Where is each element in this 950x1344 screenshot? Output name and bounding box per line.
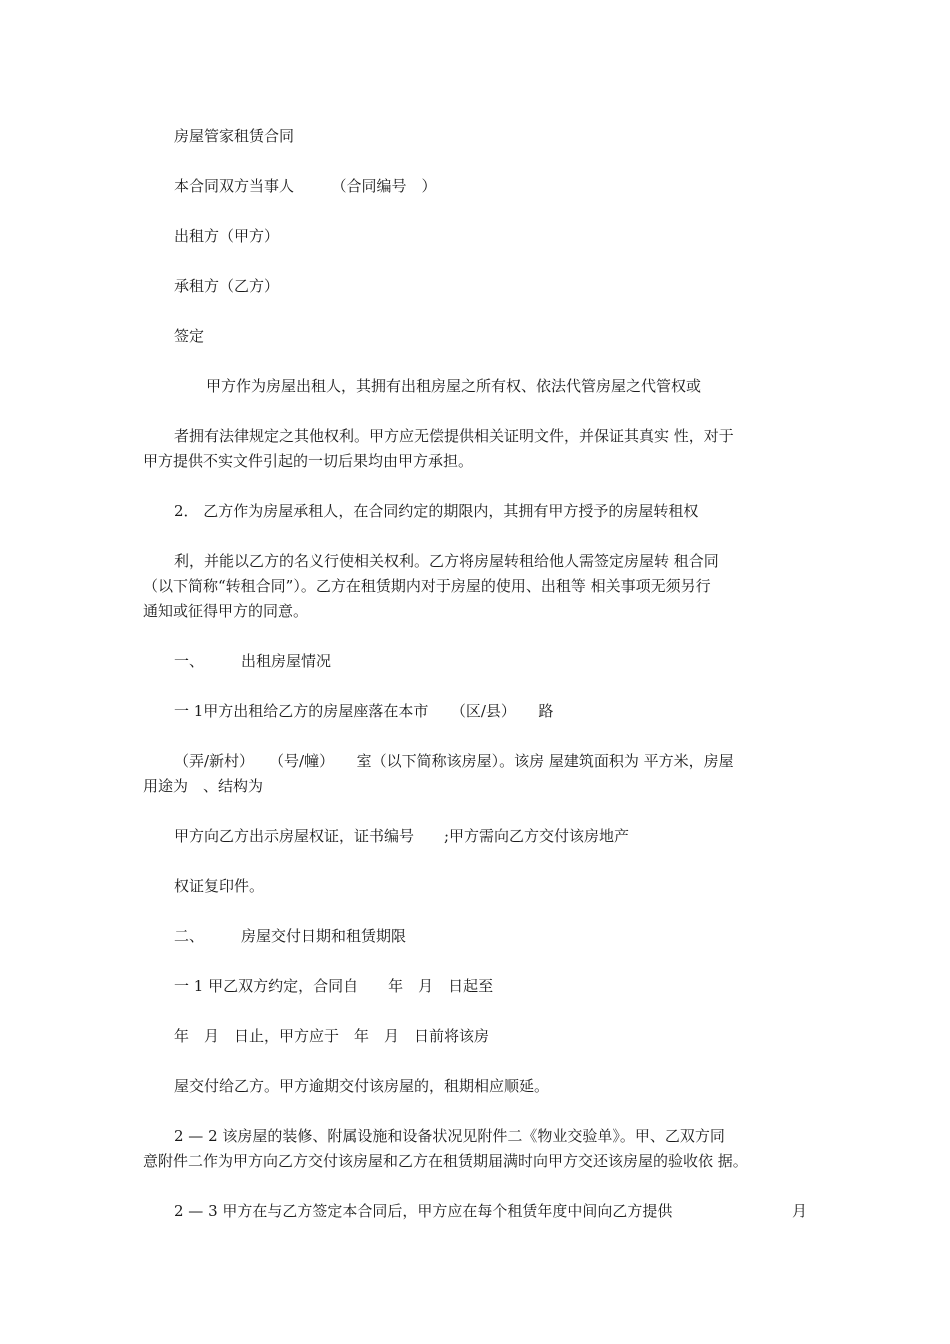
- clause-2-first-line: 2． 乙方作为房屋承租人，在合同约定的期限内，其拥有甲方授予的房屋转租权: [174, 502, 699, 520]
- section-2-line-3: 屋交付给乙方。甲方逾期交付该房屋的，租期相应顺延。: [174, 1077, 550, 1095]
- section-1-number: 一、: [174, 652, 205, 670]
- signed-line: 签定: [174, 327, 205, 345]
- lessor-line: 出租方（甲方）: [174, 227, 280, 245]
- clause-1-line-3: 甲方提供不实文件引起的一切后果均由甲方承担。: [143, 452, 474, 470]
- clause-2-line-3: （以下简称“转租合同”）。乙方在租赁期内对于房屋的使用、出租等 相关事项无须另行: [143, 577, 711, 595]
- parties-line: 本合同双方当事人 （合同编号 ）: [174, 177, 437, 195]
- lessee-line: 承租方（乙方）: [174, 277, 280, 295]
- section-2-title: 房屋交付日期和租赁期限: [241, 927, 407, 945]
- section-2-line-2: 年 月 日止，甲方应于 年 月 日前将该房: [174, 1027, 490, 1045]
- section-1-line-1: 一 1甲方出租给乙方的房屋座落在本市 （区/县） 路: [174, 702, 554, 720]
- section-1-title: 出租房屋情况: [241, 652, 332, 670]
- clause-2-line-2: 利，并能以乙方的名义行使相关权利。乙方将房屋转租给他人需签定房屋转 租合同: [174, 552, 719, 570]
- section-2-line-1: 一 1 甲乙双方约定，合同自 年 月 日起至: [174, 977, 494, 995]
- section-2-3-month: 月: [792, 1202, 808, 1220]
- section-1-line-5: 权证复印件。: [174, 877, 265, 895]
- clause-1-line-2: 者拥有法律规定之其他权利。甲方应无偿提供相关证明文件，并保证其真实 性，对于: [174, 427, 734, 445]
- clause-2-line-4: 通知或征得甲方的同意。: [143, 602, 309, 620]
- section-1-line-2: （弄/新村） （号/幢） 室（以下简称该房屋）。该房 屋建筑面积为 平方米，房屋: [174, 752, 734, 770]
- section-1-line-3: 用途为 、结构为: [143, 777, 264, 795]
- contract-title: 房屋管家租赁合同: [174, 127, 295, 145]
- section-2-number: 二、: [174, 927, 205, 945]
- section-2-2-line-2: 意附件二作为甲方向乙方交付该房屋和乙方在租赁期届满时向甲方交还该房屋的验收依 据。: [143, 1152, 748, 1170]
- section-1-line-4: 甲方向乙方出示房屋权证，证书编号 ;甲方需向乙方交付该房地产: [174, 827, 630, 845]
- section-2-2-line-1: 2 — 2 该房屋的装修、附属设施和设备状况见附件二《物业交验单》。甲、乙双方同: [174, 1127, 725, 1145]
- clause-1-first-line: 甲方作为房屋出租人，其拥有出租房屋之所有权、依法代管房屋之代管权或: [206, 377, 702, 395]
- section-2-3-line-1: 2 — 3 甲方在与乙方签定本合同后，甲方应在每个租赁年度中间向乙方提供: [174, 1202, 673, 1220]
